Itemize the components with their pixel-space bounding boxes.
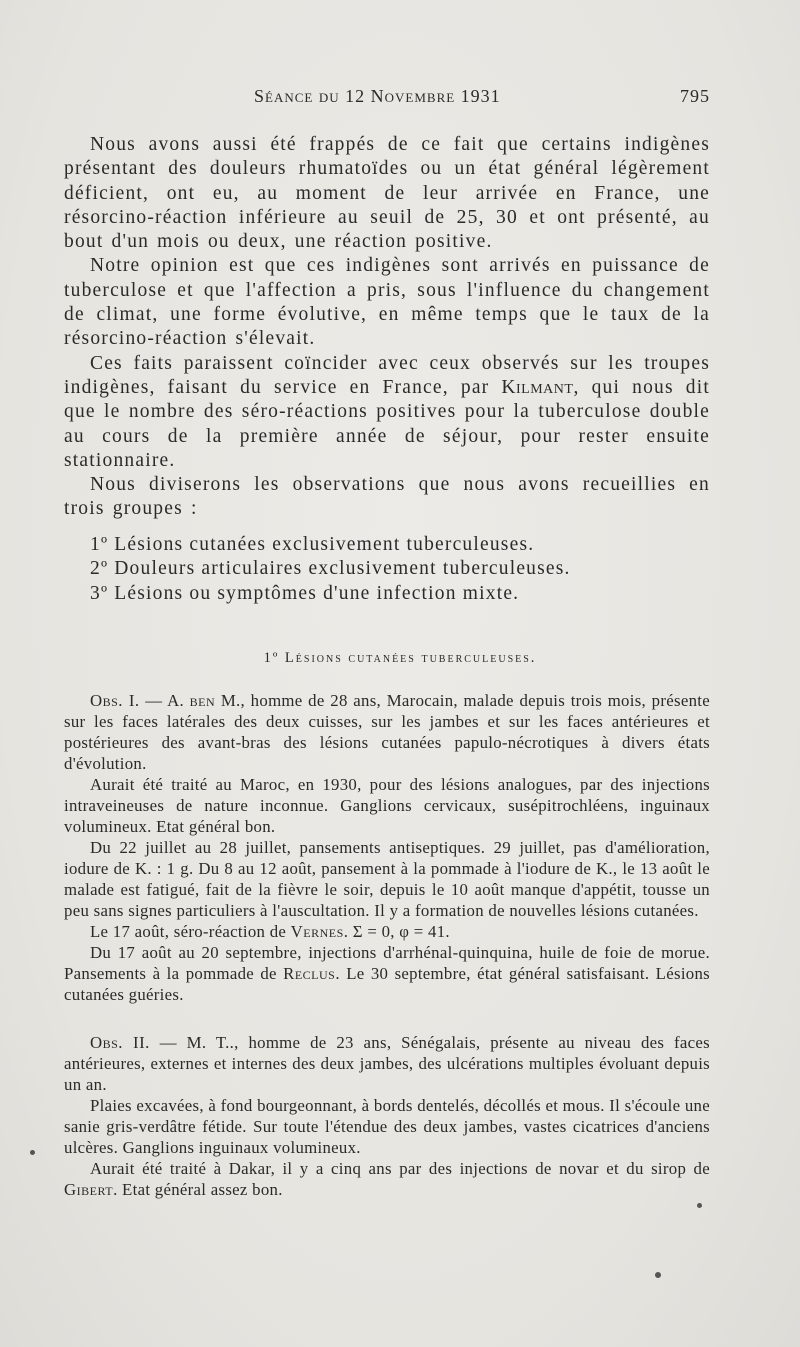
paragraph-text: Ces faits paraissent coïncider avec ceux observés sur les troupes indigènes, faisant du service en France, par bbox=[64, 352, 710, 398]
paragraph-text: Le 17 août, séro-réaction de bbox=[90, 922, 291, 941]
author-name: Kilmant bbox=[501, 376, 574, 398]
paragraph-text: . Σ = 0, φ = 41. bbox=[343, 922, 450, 941]
paragraph: Nous avons aussi été frappés de ce fait que certains indigènes présentant des douleurs rhumatoïdes ou un état général légèrement déficient, ont eu, au moment de leur arrivée en France, une résorcino-réaction inférieure au seuil de 25, 30 et ont présenté, au bout d'un mois ou deux, une réaction positive. bbox=[64, 134, 710, 253]
paragraph-text: — A. bbox=[139, 691, 190, 710]
paragraph: Notre opinion est que ces indigènes sont arrivés en puissance de tuberculose et que l'affection a pris, sous l'influence du changement de climat, une forme évolutive, en même temps que le taux de la résorcino-réaction s'élevait. bbox=[64, 255, 710, 350]
list-item: 1º Lésions cutanées exclusivement tuberculeuses. bbox=[90, 534, 535, 555]
paragraph bbox=[64, 1158, 710, 1200]
paragraph bbox=[64, 352, 710, 473]
paragraph-text: , qui nous dit que le nombre des séro-réactions positives pour la tuberculose double au cours de la première année de séjour, pour rester ensuite stationnaire. bbox=[64, 376, 710, 471]
running-header bbox=[64, 86, 710, 116]
list-item: 3º Lésions ou symptômes d'une infection mixte. bbox=[90, 582, 520, 604]
paragraph-text: . Etat général assez bon. bbox=[113, 1180, 283, 1199]
paragraph bbox=[64, 921, 710, 942]
paragraph bbox=[64, 1032, 710, 1095]
paragraph-text: M., homme de 28 ans, Marocain, malade depuis trois mois, présente sur les faces latérales des deux cuisses, sur les jambes et sur les faces antérieures et postérieures des avant-bras des lésions cutanées papulo-nécrotiques à divers états d'évolution. bbox=[64, 691, 710, 773]
author-name: Reclus bbox=[283, 964, 336, 983]
paragraph: Du 22 juillet au 28 juillet, pansements antiseptiques. 29 juillet, pas d'amélioration, iodure de K. : 1 g. Du 8 au 12 août, pansement à la pommade à l'iodure de K., le 13 août le malade est fatigué, fait de la fièvre le soir, depuis le 10 août manque d'appétit, tousse un peu sans signes particuliers à l'auscultation. Il y a formation de nouvelles lésions cutanées. bbox=[64, 838, 710, 920]
paragraph-text: Aurait été traité à Dakar, il y a cinq ans par des injections de novar et du sirop de bbox=[90, 1159, 710, 1178]
observation-2 bbox=[64, 1032, 710, 1200]
paragraph: Nous diviserons les observations que nous avons recueillies en trois groupes : bbox=[64, 474, 710, 520]
paragraph bbox=[64, 690, 710, 774]
obs-label: Obs. I. bbox=[90, 691, 140, 710]
paragraph-text: . Le 30 septembre, état général satisfaisant. Lésions cutanées guéries. bbox=[64, 964, 710, 1004]
ink-speck bbox=[697, 1203, 702, 1208]
header-title: Séance du 12 Novembre 1931 bbox=[254, 86, 501, 106]
paragraph-text: — M. T.., homme de 23 ans, Sénégalais, présente au niveau des faces antérieures, externes et internes des deux jambes, des ulcérations multiples évoluant depuis un an. bbox=[64, 1033, 710, 1094]
page-number: 795 bbox=[680, 86, 710, 106]
groups-list bbox=[90, 533, 690, 606]
list-item: 2º Douleurs articulaires exclusivement tuberculeuses. bbox=[90, 558, 571, 580]
paragraph: Aurait été traité au Maroc, en 1930, pour des lésions analogues, par des injections intraveineuses de nature inconnue. Ganglions cervicaux, susépitrochléens, inguinaux volumineux. Etat général bon. bbox=[64, 775, 710, 836]
observation-1 bbox=[64, 690, 710, 1005]
paragraph-text: Du 17 août au 20 septembre, injections d'arrhénal-quinquina, huile de foie de morue. Pansements à la pommade de bbox=[64, 943, 710, 983]
ink-speck bbox=[30, 1150, 35, 1155]
intro-text bbox=[64, 133, 710, 522]
name-particle: ben bbox=[189, 691, 216, 710]
obs-label: Obs. II. bbox=[90, 1033, 150, 1052]
paragraph bbox=[64, 942, 710, 1005]
author-name: Gibert bbox=[64, 1180, 114, 1199]
author-name: Vernes bbox=[290, 922, 344, 941]
paragraph: Plaies excavées, à fond bourgeonnant, à bords dentelés, décollés et mous. Il s'écoule une sanie gris-verdâtre fétide. Sur toute l'étendue des deux jambes, vastes cicatrices d'anciens ulcères. Ganglions inguinaux volumineux. bbox=[64, 1096, 710, 1157]
ink-speck bbox=[655, 1272, 661, 1278]
section-heading: 1º Lésions cutanées tuberculeuses. bbox=[263, 650, 537, 666]
